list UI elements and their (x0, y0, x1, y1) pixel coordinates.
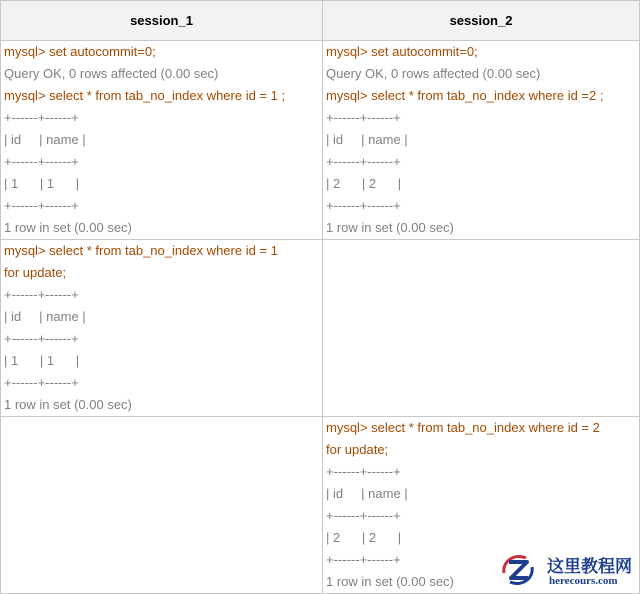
sql-output-line: 1 row in set (0.00 sec) (326, 220, 454, 235)
watermark-site: herecours.com (549, 575, 618, 587)
sql-output-line: | id | name | (4, 309, 86, 324)
sql-output-line: +------+------+ (326, 154, 401, 169)
session-2-cell (323, 240, 640, 417)
sql-command-line: for update; (326, 442, 389, 457)
sql-command-line: mysql> select * from tab_no_index where id = 1 (4, 243, 278, 258)
sql-command-line: mysql> select * from tab_no_index where id = 1 ; (4, 88, 286, 103)
sql-command-line: mysql> select * from tab_no_index where id =2 ; (326, 88, 604, 103)
sql-output-line: | id | name | (326, 486, 408, 501)
sql-output-line: | 2 | 2 | (326, 176, 402, 191)
table-row (1, 41, 640, 240)
session-1-cell (1, 417, 323, 594)
sql-output-line: +------+------+ (326, 552, 401, 567)
sql-output-line: +------+------+ (4, 198, 79, 213)
sql-output-line: 1 row in set (0.00 sec) (326, 574, 454, 589)
z-logo-icon (499, 551, 537, 589)
sql-output-line: +------+------+ (326, 198, 401, 213)
sql-output-line: +------+------+ (326, 110, 401, 125)
sql-output-line: 1 row in set (0.00 sec) (4, 220, 132, 235)
sql-output-line: +------+------+ (4, 154, 79, 169)
sql-output-line: | 1 | 1 | (4, 176, 80, 191)
session-1-header: session_1 (1, 1, 323, 41)
table-row (1, 240, 640, 417)
sql-command-line: mysql> select * from tab_no_index where id = 2 (326, 420, 600, 435)
sql-output-line: +------+------+ (4, 331, 79, 346)
sql-command-line: mysql> set autocommit=0; (326, 44, 478, 59)
sql-output-line: Query OK, 0 rows affected (0.00 sec) (326, 66, 541, 81)
sql-output-line: +------+------+ (4, 110, 79, 125)
session-1-cell (1, 41, 323, 240)
session-2-cell (323, 41, 640, 240)
header-row (1, 1, 640, 41)
watermark-name: 这里教程网 (547, 557, 632, 577)
sql-output-line: +------+------+ (4, 375, 79, 390)
site-watermark (493, 549, 639, 593)
session-1-cell (1, 240, 323, 417)
sql-output-line: | 2 | 2 | (326, 530, 402, 545)
sql-output-line: | 1 | 1 | (4, 353, 80, 368)
sql-output-line: | id | name | (326, 132, 408, 147)
sql-output-line: Query OK, 0 rows affected (0.00 sec) (4, 66, 219, 81)
sql-output-line: +------+------+ (326, 508, 401, 523)
session-2-header: session_2 (323, 1, 640, 41)
sql-output-line: +------+------+ (4, 287, 79, 302)
sql-output-line: 1 row in set (0.00 sec) (4, 397, 132, 412)
sql-output-line: +------+------+ (326, 464, 401, 479)
sql-output-line: | id | name | (4, 132, 86, 147)
sql-command-line: mysql> set autocommit=0; (4, 44, 156, 59)
sql-command-line: for update; (4, 265, 67, 280)
